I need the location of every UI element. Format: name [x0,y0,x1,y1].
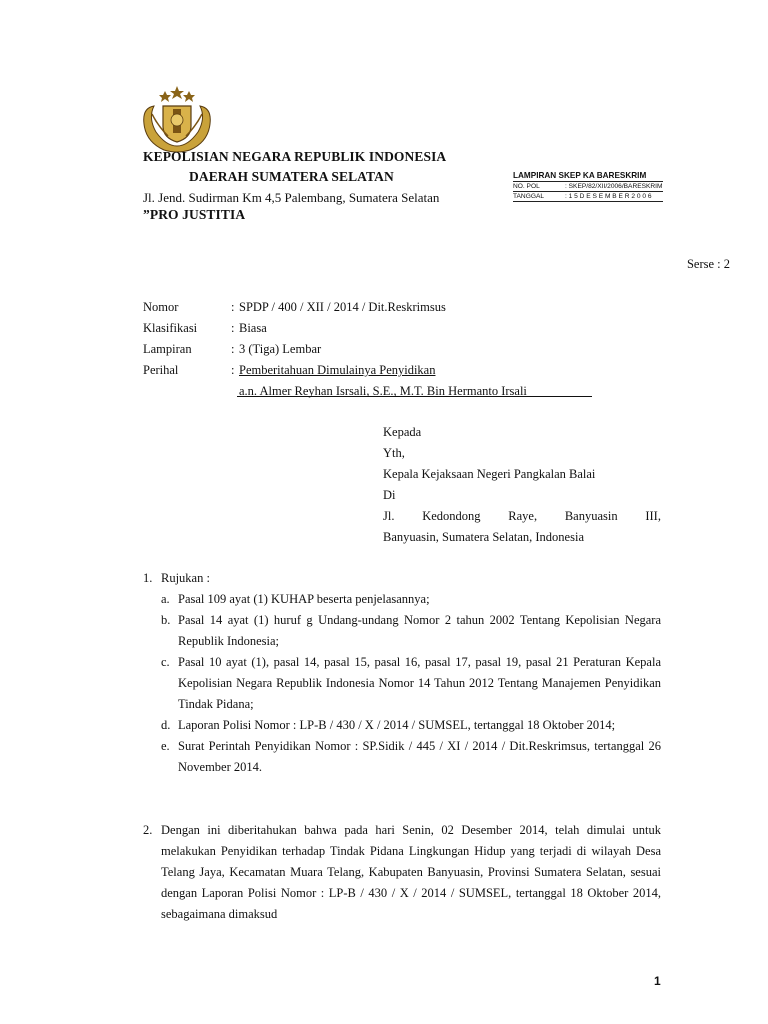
serse-label: Serse : 2 [686,257,730,271]
letter-meta [143,297,527,401]
pro-justitia: ”PRO JUSTITIA [143,207,246,222]
address-word: Jl. [383,509,395,523]
address-word: Banyuasin [564,509,618,523]
org-address: Jl. Jend. Sudirman Km 4,5 Palembang, Sumatera Selatan [143,190,440,205]
org-region: DAERAH SUMATERA SELATAN [189,169,394,184]
meta-colon: : [231,321,235,335]
item-number: 1. [143,571,153,585]
perihal-subject: a.n. Almer Reyhan Isrsali, S.E., M.T. Bin Hermanto Irsali [239,383,527,398]
lampiran-title: LAMPIRAN SKEP KA BARESKRIM [513,171,663,182]
lampiran-box [513,171,663,202]
list-item [143,820,661,925]
address-word: Raye, [508,509,538,523]
meta-row-nomor [143,297,527,318]
meta-value: Biasa [239,321,267,335]
rujukan-sublist [143,589,661,778]
sub-item-text: Pasal 10 ayat (1), pasal 14, pasal 15, pasal 16, pasal 17, pasal 19, pasal 21 Peraturan Kepala Kepolisian Negara Republik Indonesia Nomor 14 Tahun 2012 Tentang Manajemen Penyidikan Tindak Pidana; [178,655,661,711]
recipient-address-line2: Banyuasin, Sumatera Selatan, Indonesia [383,530,584,544]
lampiran-row-tanggal [513,192,663,202]
meta-row-perihal [143,360,527,381]
address-word: Kedondong [422,509,481,523]
meta-key: Lampiran [143,342,192,356]
recipient-kepada: Kepada [383,425,422,439]
item-title: Rujukan : [161,571,210,585]
lampiran-value: : 1 5 D E S E M B E R 2 0 0 6 [565,193,652,200]
recipient-yth: Yth, [383,446,405,460]
police-emblem-icon [138,84,216,154]
meta-colon: : [231,342,235,356]
meta-value: 3 (Tiga) Lembar [239,342,322,356]
item-pemberitahuan [143,820,661,925]
recipient-di: Di [383,488,396,502]
lampiran-value: : SKEP/82/XII/2006/BARESKRIM [565,183,663,190]
meta-colon: : [231,300,235,314]
page-number: 1 [654,974,661,988]
recipient-block [383,422,661,548]
org-name: KEPOLISIAN NEGARA REPUBLIK INDONESIA [143,149,447,164]
sub-item-marker: a. [161,592,170,606]
perihal-underline [237,396,592,397]
lampiran-row-nopol [513,182,663,192]
recipient-address-line1 [383,506,661,527]
meta-row-lampiran [143,339,527,360]
meta-value: Pemberitahuan Dimulainya Penyidikan [239,363,436,377]
sub-list-item [161,736,661,778]
sub-item-marker: c. [161,655,170,669]
sub-list-item [161,589,661,610]
meta-key: Klasifikasi [143,321,198,335]
sub-item-marker: e. [161,739,170,753]
meta-key: Perihal [143,363,179,377]
meta-row-klasifikasi [143,318,527,339]
sub-item-text: Pasal 14 ayat (1) huruf g Undang-undang Nomor 2 tahun 2002 Tentang Kepolisian Negara Republik Indonesia; [178,613,661,648]
meta-value: SPDP / 400 / XII / 2014 / Dit.Reskrimsus [239,300,446,314]
item-rujukan [143,568,661,778]
recipient-title: Kepala Kejaksaan Negeri Pangkalan Balai [383,467,596,481]
sub-item-marker: b. [161,613,171,627]
meta-colon: : [231,363,235,377]
sub-list-item [161,610,661,652]
lampiran-key: NO. POL [513,183,540,190]
item-number: 2. [143,823,153,837]
list-item [143,568,661,589]
sub-list-item [161,652,661,715]
sub-list-item [161,715,661,736]
lampiran-key: TANGGAL [513,193,545,200]
sub-item-text: Pasal 109 ayat (1) KUHAP beserta penjelasannya; [178,592,430,606]
address-word: III, [645,509,661,523]
sub-item-text: Laporan Polisi Nomor : LP-B / 430 / X / 2014 / SUMSEL, tertanggal 18 Oktober 2014; [178,718,616,732]
sub-item-marker: d. [161,718,171,732]
sub-item-text: Surat Perintah Penyidikan Nomor : SP.Sidik / 445 / XI / 2014 / Dit.Reskrimsus, tertanggal 26 November 2014. [178,739,661,774]
meta-key: Nomor [143,300,179,314]
item-text: Dengan ini diberitahukan bahwa pada hari Senin, 02 Desember 2014, telah dimulai untuk melakukan Penyidikan terhadap Tindak Pidana Lingkungan Hidup yang terjadi di wilayah Desa Telang Jaya, Kecamatan Muara Telang, Kabupaten Banyuasin, Provinsi Sumatera Selatan, sesuai dengan Laporan Polisi Nomor : LP-B / 430 / X / 2014 / SUMSEL, tertanggal 18 Oktober 2014, sebagaimana dimaksud [161,823,661,921]
